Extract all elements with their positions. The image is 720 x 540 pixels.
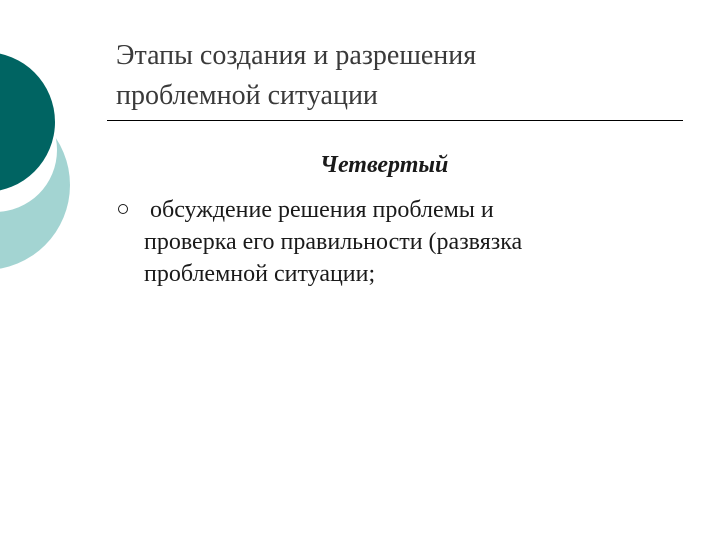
slide-title-line-1: Этапы создания и разрешения [116,40,477,71]
bullet-text-line-2: проверка его правильности (развязка [144,229,523,255]
bullet-text-line-3: проблемной ситуации; [144,261,376,287]
bullet-text-line-1: обсуждение решения проблемы и [144,197,494,223]
bullet-text [144,194,656,290]
slide-title-line-2: проблемной ситуации [116,80,378,111]
title-underline [107,120,683,121]
step-subheading: Четвертый [320,152,449,178]
slide-title [116,36,676,116]
hollow-circle-bullet-icon [118,204,128,214]
decorative-circles [0,0,120,300]
bullet-list-item [116,194,656,290]
